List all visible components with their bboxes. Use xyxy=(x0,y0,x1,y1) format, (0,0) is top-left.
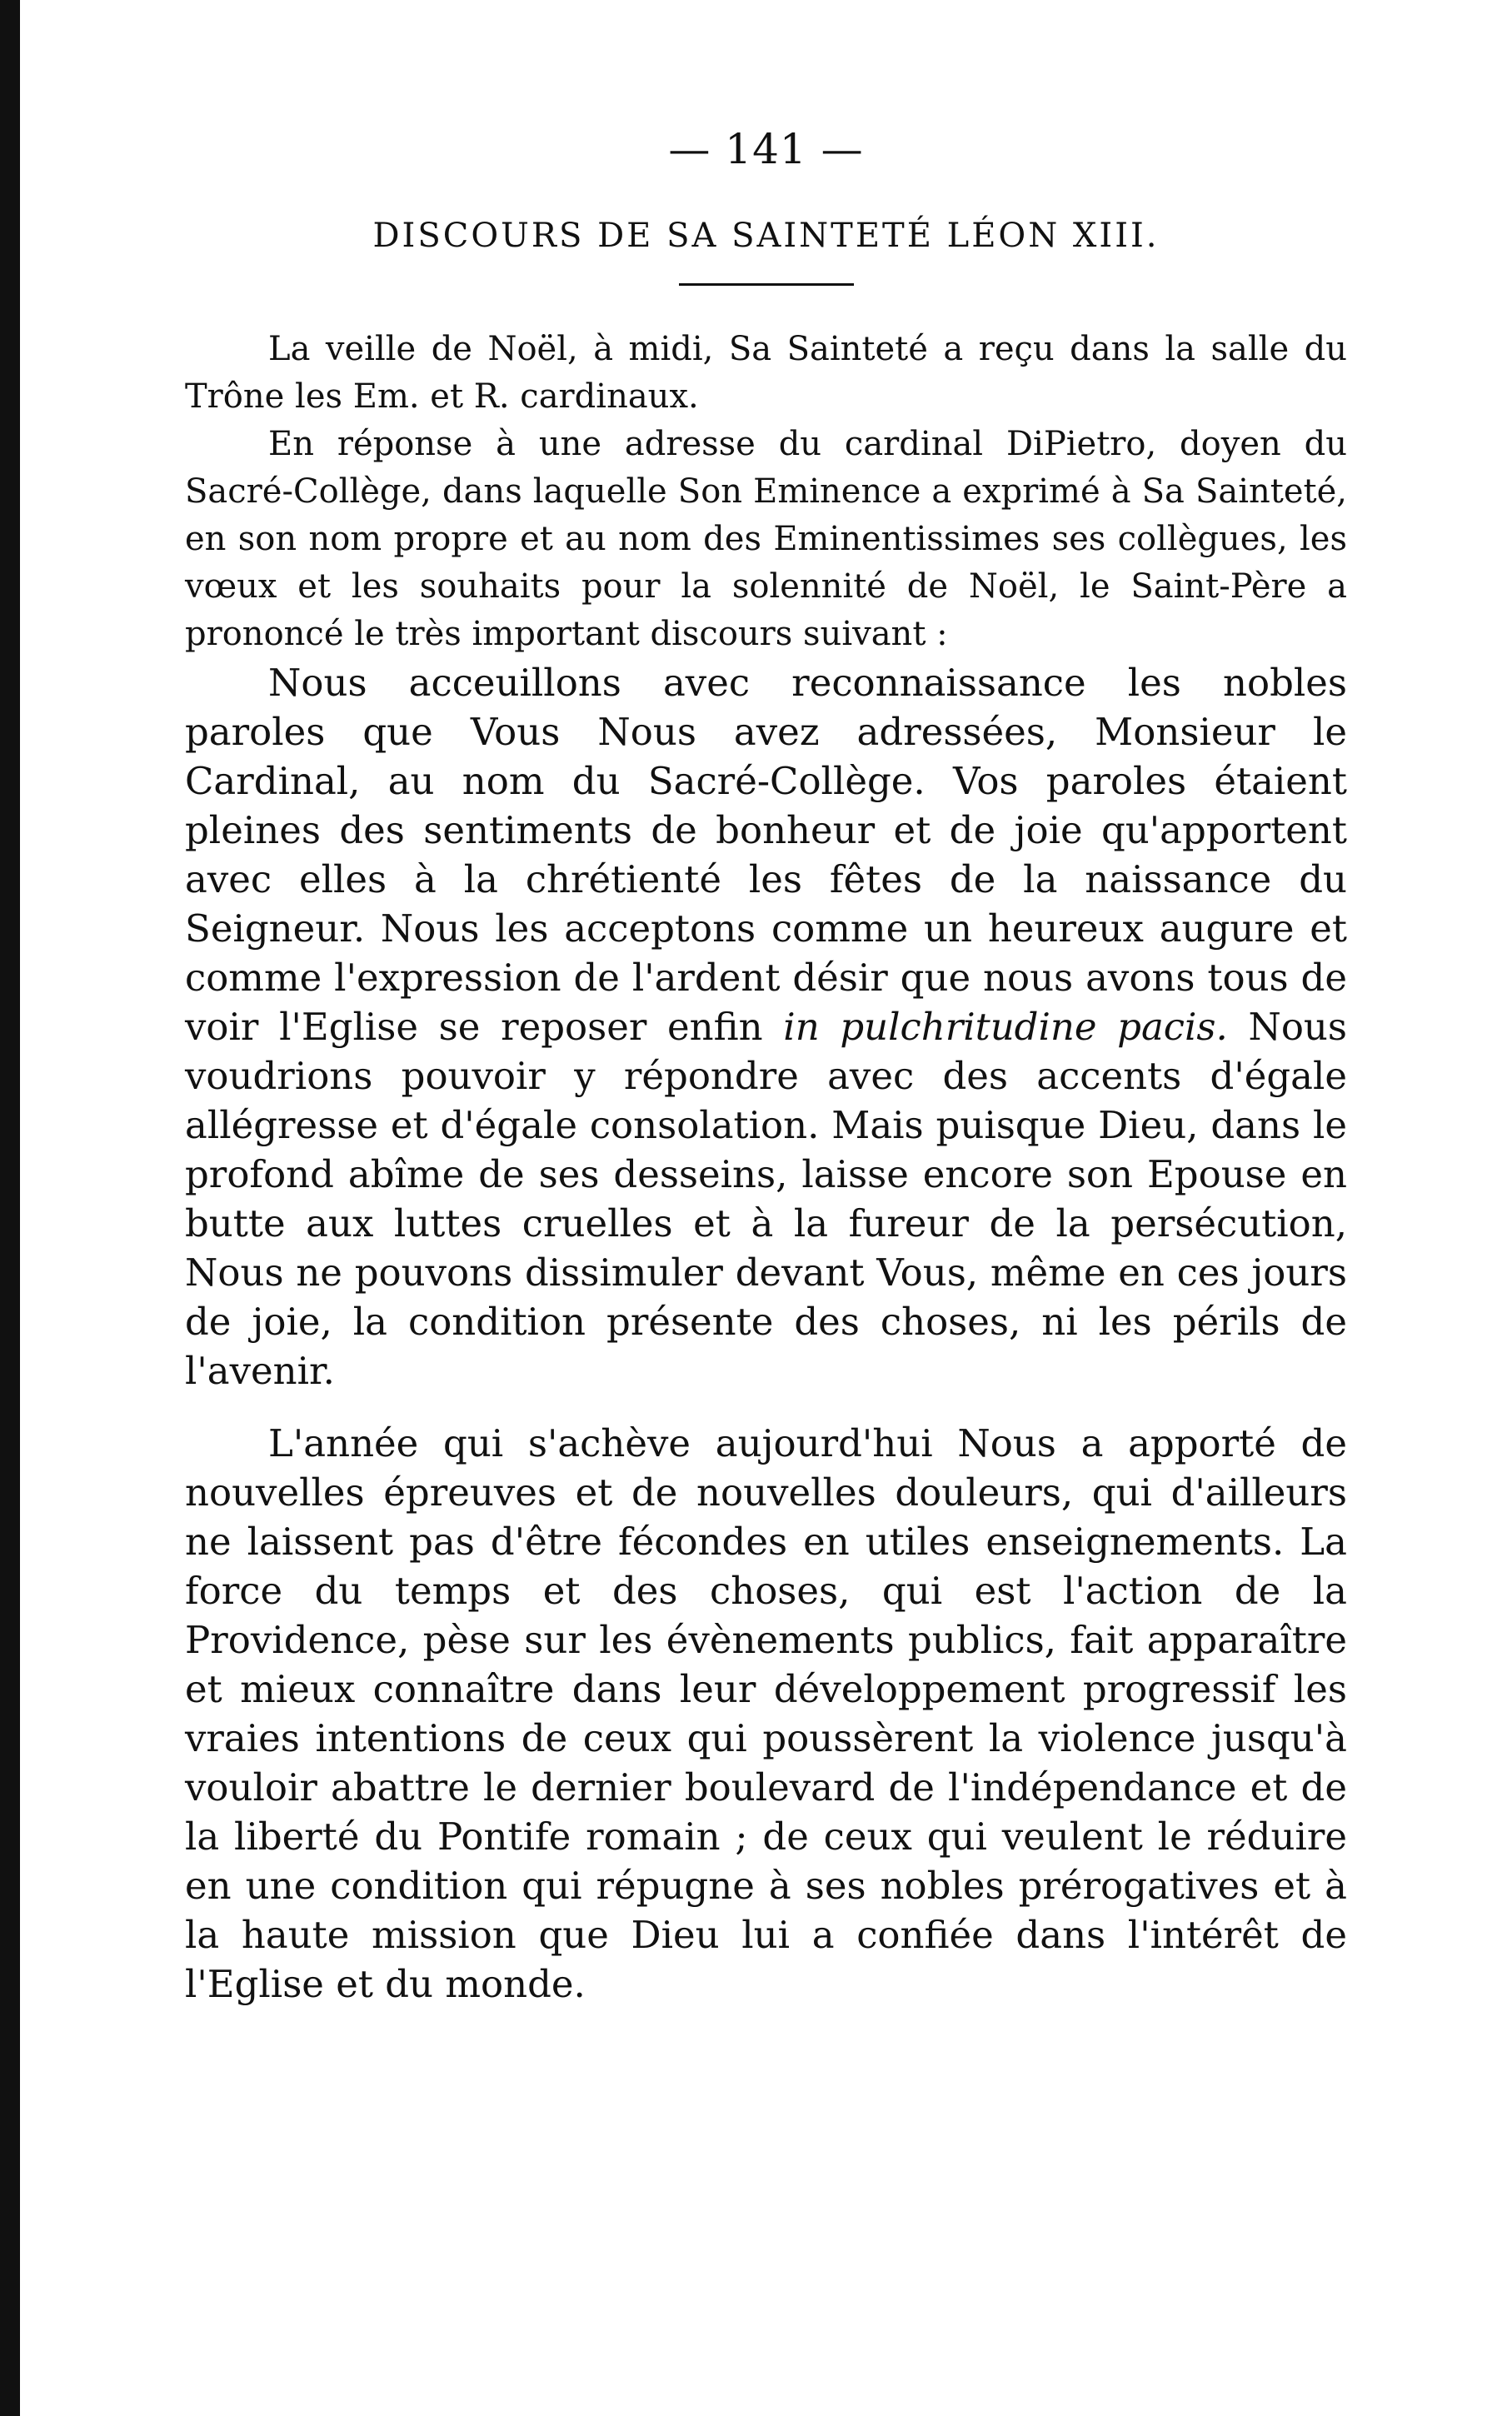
discourse-paragraph-1 xyxy=(185,658,1347,1395)
intro-paragraph-2: En réponse à une adresse du cardinal DiPietro, doyen du Sacré-Collège, dans laquelle Son Eminence a exprimé à Sa Sainteté, en son nom propre et au nom des Eminentissimes ses collègues, les vœux et les souhaits pour la solennité de Noël, le Saint-Père a prononcé le très important discours suivant : xyxy=(185,425,1347,653)
discourse-p1-text-before: Nous acceuillons avec reconnaissance les nobles paroles que Vous Nous avez adressées, Monsieur le Cardinal, au nom du Sacré-Collège. Vos paroles étaient pleines des sentiments de bonheur et de joie qu'apportent avec elles à la chrétienté les fêtes de la naissance du Seigneur. Nous les acceptons comme un heureux augure et comme l'expression de l'ardent désir que nous avons tous de voir l'Eglise se reposer enfin xyxy=(185,661,1347,1049)
discourse-p1-text-after: Nous voudrions pouvoir y répondre avec des accents d'égale allégresse et d'égale consolation. Mais puisque Dieu, dans le profond abîme de ses desseins, laisse encore son Epouse en butte aux luttes cruelles et à la fureur de la persécution, Nous ne pouvons dissimuler devant Vous, même en ces jours de joie, la condition présente des choses, ni les périls de l'avenir. xyxy=(185,1005,1347,1393)
page-content xyxy=(185,125,1347,2009)
page-number: — 141 — xyxy=(668,125,864,173)
intro-paragraph-1: La veille de Noël, à midi, Sa Sainteté a reçu dans la salle du Trône les Em. et R. cardinaux. xyxy=(185,330,1347,416)
book-binding-edge xyxy=(0,0,20,2416)
discourse-p1-latin-phrase: in pulchritudine pacis. xyxy=(783,1005,1228,1049)
discourse-paragraph-2: L'année qui s'achève aujourd'hui Nous a apporté de nouvelles épreuves et de nouvelles douleurs, qui d'ailleurs ne laissent pas d'être fécondes en utiles enseignements. La force du temps et des choses, qui est l'action de la Providence, pèse sur les évènements publics, fait apparaître et mieux connaître dans leur développement progressif les vraies intentions de ceux qui poussèrent la violence jusqu'à vouloir abattre le dernier boulevard de l'indépendance et de la liberté du Pontife romain ; de ceux qui veulent le réduire en une condition qui répugne à ses nobles prérogatives et à la haute mission que Dieu lui a confiée dans l'intérêt de l'Eglise et du monde. xyxy=(185,1421,1347,2006)
section-heading: DISCOURS DE SA SAINTETÉ LÉON XIII. xyxy=(372,217,1160,255)
